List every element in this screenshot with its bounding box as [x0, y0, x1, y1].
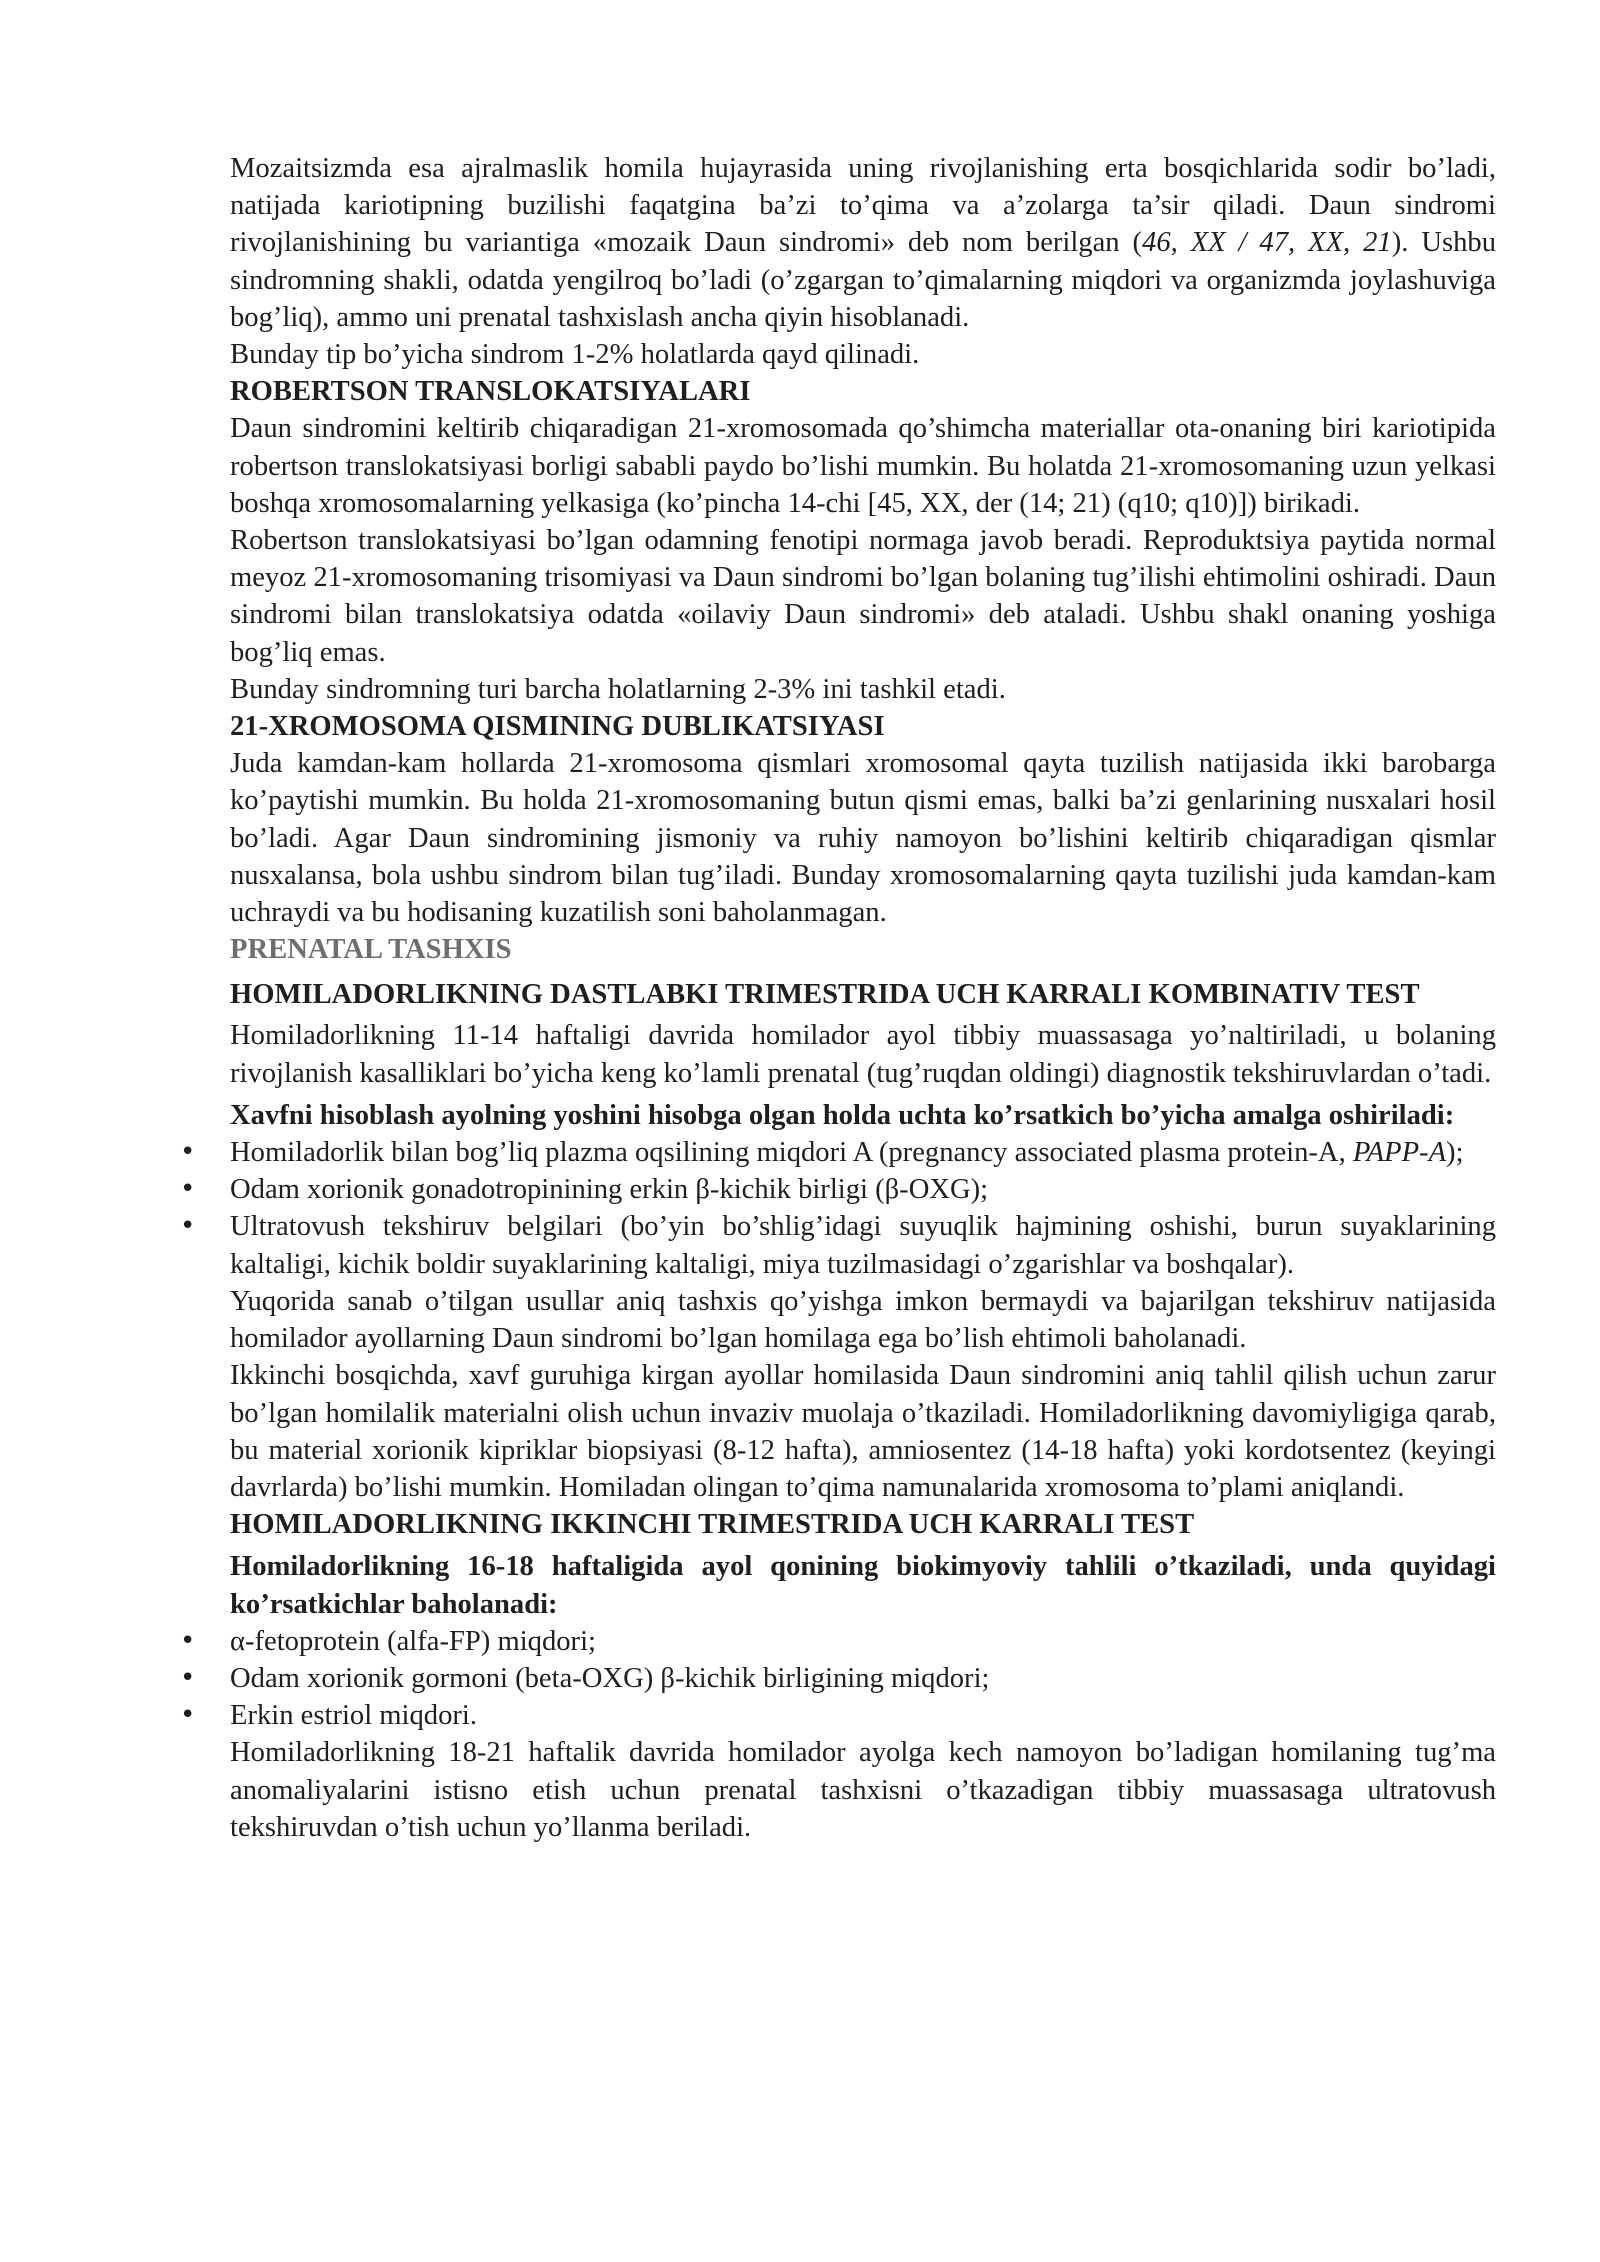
paragraph-first-trimester-screening: Homiladorlikning 11-14 haftaligi davrida homilador ayol tibbiy muassasaga yo’naltiriladi, u bolaning rivojlanish kasalliklari bo’yicha keng ko’lamli prenatal (tug’ruqdan oldingi) diagnostik tekshiruvlardan o’tadi.: [230, 1020, 1496, 1089]
paragraph-robertson-frequency: Bunday sindromning turi barcha holatlarning 2-3% ini tashkil etadi.: [230, 673, 1006, 705]
list-item-text-b: );: [1446, 1137, 1464, 1169]
paragraph-risk-calculation: Xavfni hisoblash ayolning yoshini hisobga olgan holda uchta ko’rsatkich bo’yicha amalga oshiriladi:: [230, 1099, 1455, 1131]
heading-first-trimester-test: HOMILADORLIKNING DASTLABKI TRIMESTRIDA UCH KARRALI KOMBINATIV TEST: [230, 979, 1420, 1011]
paragraph-robertson-cause: Daun sindromini keltirib chiqaradigan 21-xromosomada qo’shimcha materiallar ota-onaning biri kariotipida robertson translokatsiyasi borligi sababli paydo bo’lishi mumkin. Bu holatda 21-xromosomaning uzun yelkasi boshqa xromosomalarning yelkasiga (ko’pincha 14-chi [45, XX, der (14; 21) (q10; q10)]) birikadi.: [230, 413, 1496, 519]
heading-second-trimester-test: HOMILADORLIKNING IKKINCHI TRIMESTRIDA UCH KARRALI TEST: [230, 1509, 1195, 1541]
paragraph-screening-limitations: Yuqorida sanab o’tilgan usullar aniq tashxis qo’yishga imkon bermaydi va bajarilgan tekshiruv natijasida homilador ayollarning Daun sindromi bo’lgan homilaga ega bo’lish ehtimoli baholanadi.: [230, 1285, 1496, 1355]
paragraph-biochemical-analysis: Homiladorlikning 16-18 haftaligida ayol qonining biokimyoviy tahlili o’tkaziladi, unda quyidagi ko’rsatkichlar baholanadi:: [230, 1551, 1496, 1620]
papp-a-term: PAPP-A: [1352, 1137, 1447, 1169]
karyotype-formula: 46, XX / 47, XX, 21: [1142, 227, 1392, 259]
paragraph-mosaicism: [230, 150, 1496, 336]
paragraph-mosaicism-text-b: ). Ushbu sindromning shakli, odatda yengilroq bo’ladi (o’zgargan to’qimalarning miqdori va organizmda joylashuviga bog’liq), ammo uni prenatal tashxislash ancha qiyin hisoblanadi.: [230, 227, 1496, 333]
heading-robertson: ROBERTSON TRANSLOKATSIYALARI: [230, 376, 751, 408]
second-trimester-indicator-list: [230, 1623, 1496, 1735]
list-item: [230, 1134, 1496, 1171]
heading-prenatal-diagnosis: PRENATAL TASHXIS: [230, 934, 512, 966]
list-item: • α-fetoprotein (alfa-FP) miqdori;: [230, 1623, 1496, 1660]
paragraph-invasive-procedure: Ikkinchi bosqichda, xavf guruhiga kirgan ayollar homilasida Daun sindromini aniq tahlil qilish uchun zarur bo’lgan homilalik materialni olish uchun invaziv muolaja o’tkaziladi. Homiladorlikning davomiyligiga qarab, bu material xorionik kipriklar biopsiyasi (8-12 hafta), amniosentez (14-18 hafta) yoki kordotsentez (keyingi davrlarda) bo’lishi mumkin. Homiladan olingan to’qima namunalarida xromosoma to’plami aniqlandi.: [230, 1360, 1496, 1503]
list-item-text-a: Homiladorlik bilan bog’liq plazma oqsilining miqdori A (pregnancy associated plasma protein-A,: [230, 1137, 1353, 1169]
list-item: • Odam xorionik gormoni (beta-OXG) β-kichik birligining miqdori;: [230, 1660, 1496, 1697]
paragraph-duplication: Juda kamdan-kam hollarda 21-xromosoma qismlari xromosomal qayta tuzilish natijasida ikki barobarga ko’paytishi mumkin. Bu holda 21-xromosomaning butun qismi emas, balki ba’zi genlarining nusxalari hosil bo’ladi. Agar Daun sindromining jismoniy va ruhiy namoyon bo’lishini keltirib chiqaradigan qismlar nusxalansa, bola ushbu sindrom bilan tug’iladi. Bunday xromosomalarning qayta tuzilishi juda kamdan-kam uchraydi va bu hodisaning kuzatilish soni baholanmagan.: [230, 748, 1496, 929]
paragraph-robertson-phenotype: Robertson translokatsiyasi bo’lgan odamning fenotipi normaga javob beradi. Reproduktsiya paytida normal meyoz 21-xromosomaning trisomiyasi va Daun sindromi bo’lgan bolaning tug’ilishi ehtimolini oshiradi. Daun sindromi bilan translokatsiya odatda «oilaviy Daun sindromi» deb ataladi. Ushbu shakl onaning yoshiga bog’liq emas.: [230, 525, 1496, 668]
list-item: • Erkin estriol miqdori.: [230, 1697, 1496, 1734]
list-item: • Ultratovush tekshiruv belgilari (bo’yin bo’shlig’idagi suyuqlik hajmining oshishi, burun suyaklarining kaltaligi, kichik boldir suyaklarining kaltaligi, miya tuzilmasidagi o’zgarishlar va boshqalar).: [230, 1208, 1496, 1282]
list-item: • Odam xorionik gonadotropinining erkin β-kichik birligi (β-OXG);: [230, 1171, 1496, 1208]
heading-duplication: 21-XROMOSOMA QISMINING DUBLIKATSIYASI: [230, 711, 885, 743]
first-trimester-indicator-list: [230, 1134, 1496, 1283]
paragraph-mosaicism-text-a: Mozaitsizmda esa ajralmaslik homila hujayrasida uning rivojlanishing erta bosqichlarida sodir bo’ladi, natijada kariotipning buzilishi faqatgina ba’zi to’qima va a’zolarga ta’sir qiladi. Daun sindromi rivojlanishining bu variantiga «mozaik Daun sindromi» deb nom berilgan (: [230, 153, 1496, 259]
paragraph-ultrasound-referral: Homiladorlikning 18-21 haftalik davrida homilador ayolga kech namoyon bo’ladigan homilaning tug’ma anomaliyalarini istisno etish uchun prenatal tashxisni o’tkazadigan tibbiy muassasaga ultratovush tekshiruvdan o’tish uchun yo’llanma beriladi.: [230, 1737, 1496, 1843]
paragraph-mosaic-frequency: Bunday tip bo’yicha sindrom 1-2% holatlarda qayd qilinadi.: [230, 339, 920, 371]
document-page: [230, 150, 1496, 1846]
